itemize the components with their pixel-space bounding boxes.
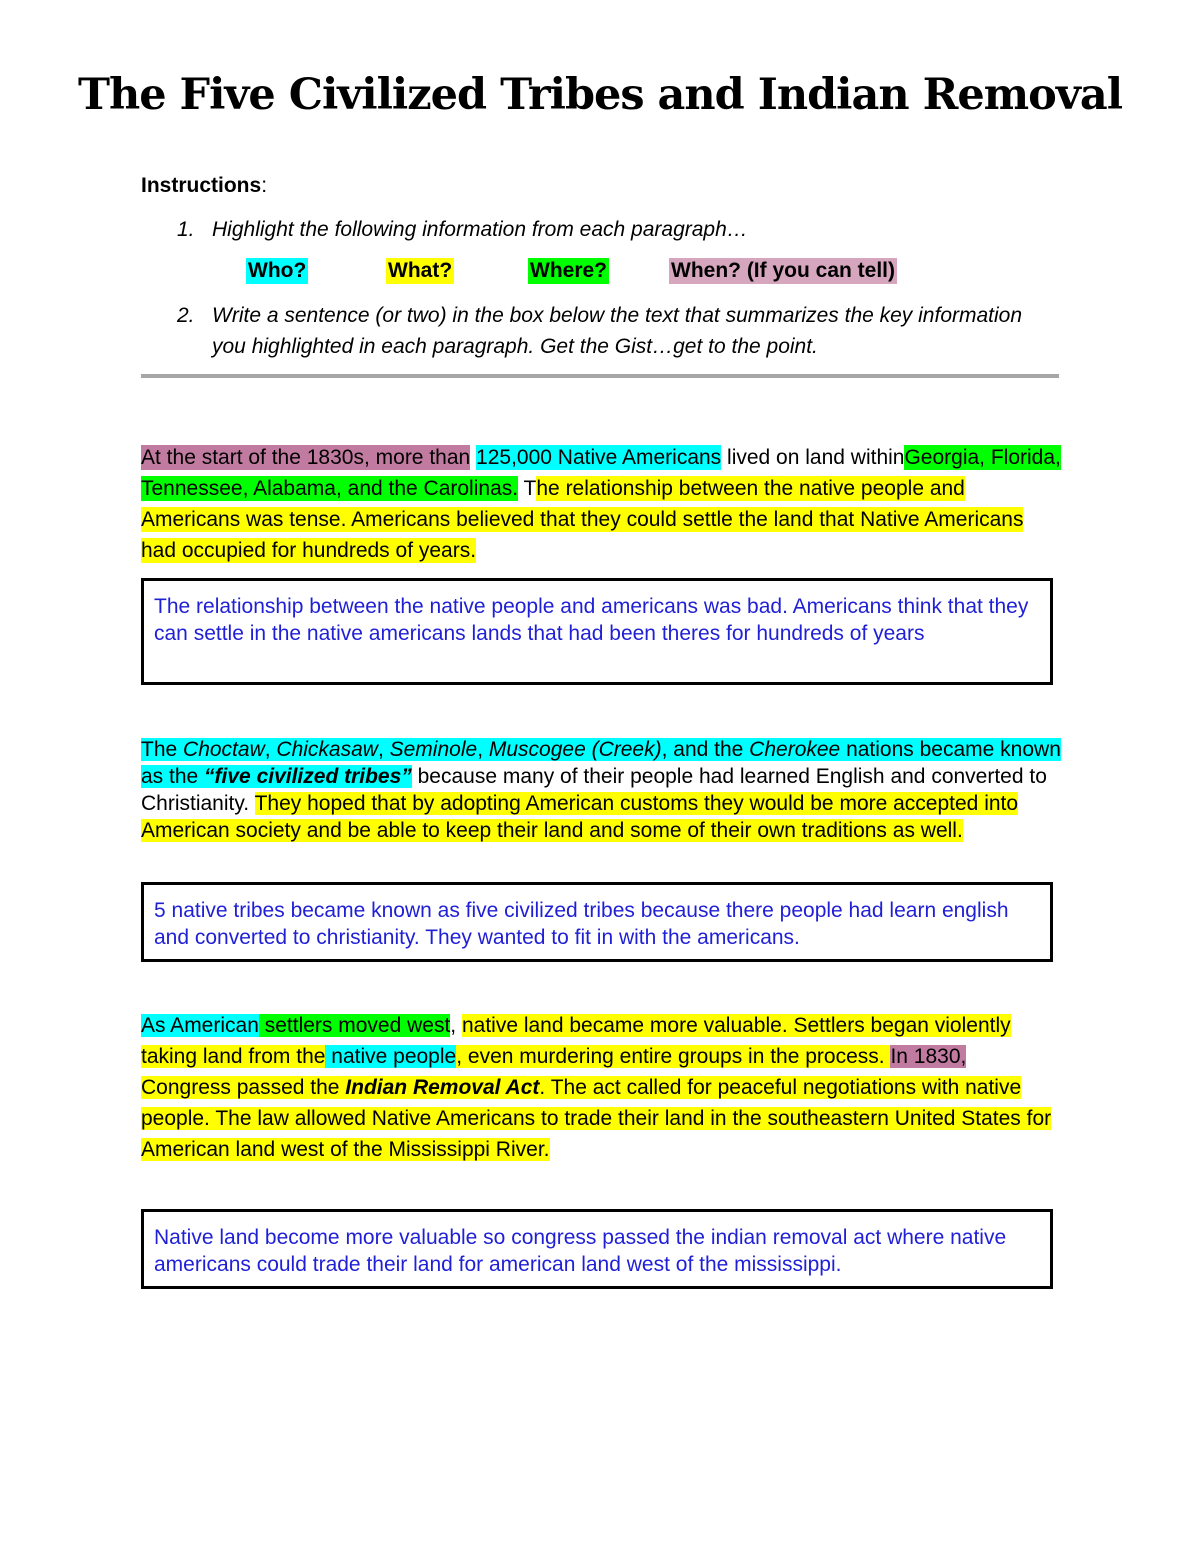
key-where: Where? — [530, 259, 608, 282]
paragraph-2 — [141, 736, 1061, 844]
summary-box-3[interactable]: Native land become more valuable so congress passed the indian removal act where native americans could trade their land for american land west of the mississippi. — [141, 1209, 1053, 1289]
key-when: When? (If you can tell) — [671, 259, 895, 282]
p2-who-1: The — [141, 738, 184, 761]
p1-where: Georgia, Florida, Tennessee, Alabama, and the Carolinas. — [141, 446, 1061, 500]
key-what: What? — [388, 259, 453, 282]
p2-tribe-choctaw: Choctaw — [183, 738, 265, 761]
p3-when: In 1830, — [890, 1045, 967, 1068]
p1-plain: lived on land within — [721, 446, 905, 469]
p1-who: 125,000 Native Americans — [476, 446, 722, 469]
p3-comma: , — [450, 1014, 462, 1037]
p3-who-2: native people — [325, 1045, 457, 1068]
paragraph-3 — [141, 1010, 1061, 1165]
p2-five-civilized-tribes: “five civilized tribes” — [204, 765, 412, 788]
p2-plain: because many of their people had learned English and converted to Christianity. — [141, 765, 1047, 815]
p2-tribe-chickasaw: Chickasaw — [276, 738, 378, 761]
p1-what: he relationship between the native people and Americans was tense. Americans believed that they could settle the land that Native Americans had occupied for hundreds of years. — [141, 477, 1024, 562]
p3-indian-removal-act: Indian Removal Act — [345, 1076, 540, 1099]
p2-what: They hoped that by adopting American customs they would be more accepted into American society and be able to keep their land and some of their own traditions as well. — [141, 792, 1019, 842]
key-who: Who? — [248, 259, 307, 282]
p1-plain-2: T — [518, 477, 537, 500]
p2-became-known: nations became known as the — [141, 738, 1061, 788]
summary-box-1[interactable]: The relationship between the native people and americans was bad. Americans think that they can settle in the native americans lands that had been theres for hundreds of years — [141, 578, 1053, 685]
divider-rule — [141, 374, 1059, 378]
page-title: The Five Civilized Tribes and Indian Removal — [77, 70, 1123, 120]
instruction-number-2: 2. — [177, 304, 195, 327]
instruction-number-1: 1. — [177, 218, 195, 241]
p2-comma-3: , — [477, 738, 489, 761]
paragraph-1 — [141, 442, 1061, 566]
p2-comma-2: , — [377, 738, 390, 761]
p3-what-4: . The act called for peaceful negotiations with native people. The law allowed Native Americans to trade their land in the southeastern United States for American land west of the Mississippi River. — [141, 1076, 1052, 1161]
instruction-text-1: Highlight the following information from each paragraph… — [212, 218, 748, 241]
p2-tribe-muscogee: Muscogee (Creek) — [488, 738, 662, 761]
instructions-label — [141, 174, 267, 198]
instruction-text-2: Write a sentence (or two) in the box below the text that summarizes the key information you highlighted in each paragraph. Get the Gist…get to the point. — [212, 304, 1023, 358]
p2-comma-1: , — [264, 738, 277, 761]
p3-what-2: , even murdering entire groups in the process. — [456, 1045, 891, 1068]
p2-and-the: , and the — [661, 738, 750, 761]
p3-what-1: native land became more valuable. Settlers began violently taking land from the — [141, 1014, 1011, 1068]
p3-who-1: As American — [141, 1014, 259, 1037]
summary-box-2[interactable]: 5 native tribes became known as five civilized tribes because there people had learn english and converted to christianity. They wanted to fit in with the americans. — [141, 882, 1053, 962]
instructions-label-text: Instructions — [141, 174, 262, 197]
p2-tribe-seminole: Seminole — [389, 738, 478, 761]
instructions-colon: : — [261, 174, 268, 197]
p2-tribe-cherokee: Cherokee — [749, 738, 841, 761]
p3-what-3: Congress passed the — [141, 1076, 346, 1099]
p3-where: settlers moved west — [258, 1014, 451, 1037]
p1-when: At the start of the 1830s, more than — [141, 446, 471, 469]
